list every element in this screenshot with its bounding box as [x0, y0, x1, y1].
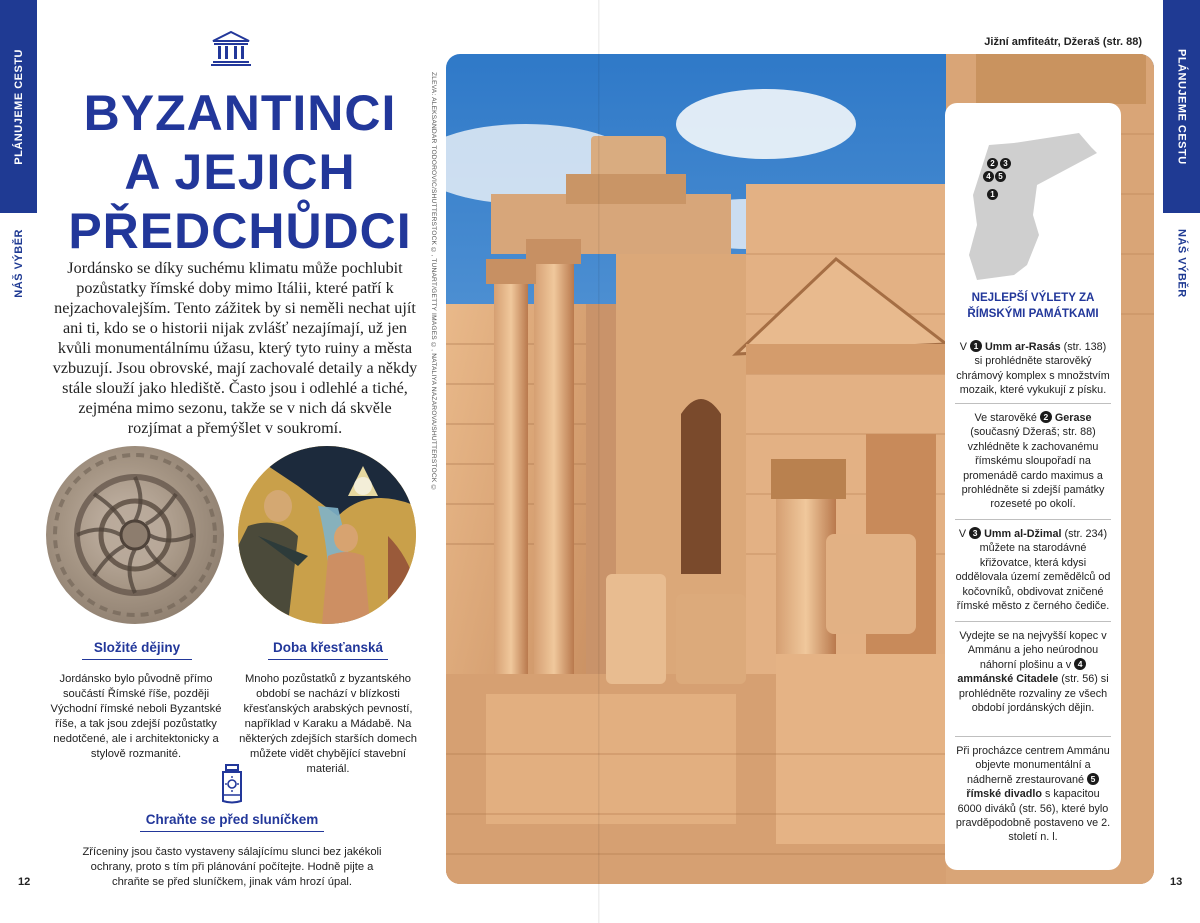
heading-underline — [140, 831, 324, 832]
sun-heading — [140, 812, 324, 832]
column-text-christian: Mnoho pozůstatků z byzantského období se nachází v blízkosti křesťanských arabských pevností, například v Karaku a Mádabě. Na některých zdejších starších domech můžete vidět chybějící stavební materiál. — [239, 673, 417, 775]
site-entry-5 — [955, 744, 1111, 845]
page-gutter — [598, 0, 600, 923]
entry-3-post: (str. 234) můžete na starodávné křižovatce, která kdysi oddělovala území zemědělců od kočovníků, obdivovat zničené římské město z černého čediče. — [955, 528, 1111, 613]
title-line-3: PŘEDCHŮDCI — [68, 203, 412, 259]
roman-sites-panel — [945, 103, 1121, 870]
sunscreen-icon — [219, 764, 245, 804]
right-tab-section: PLÁNUJEME CESTU — [1175, 48, 1188, 165]
number-badge-1: 1 — [970, 340, 982, 352]
entry-4-name: ammánské Citadele — [957, 673, 1059, 686]
right-tab-light — [1163, 213, 1200, 313]
number-badge-4: 4 — [1074, 658, 1086, 670]
entry-2-post: (současný Džeraš; str. 88) vzhlédněte k zachovanému římskému sloupořadí na promenádě cardo maximus a prohlédněte si zdejší památky rozeseté po okolí. — [961, 426, 1105, 511]
photo-credit — [430, 72, 442, 492]
number-badge-5: 5 — [1087, 773, 1099, 785]
entry-2-name: Gerase — [1054, 412, 1092, 424]
entry-5-name: římské divadlo — [966, 788, 1042, 801]
column-heading-christian — [268, 640, 388, 660]
site-entry-4 — [955, 629, 1111, 715]
left-tab-subsection: NÁŠ VÝBĚR — [12, 228, 25, 298]
column-heading-history-text: Složité dějiny — [93, 640, 181, 655]
entry-1-post: (str. 138) si prohlédněte starověký chrámový komplex s množstvím mozaik, které vykukují z písku. — [956, 341, 1110, 397]
carved-rosette-drawing — [46, 446, 224, 624]
entry-3-name: Umm al-Džimal — [984, 528, 1062, 540]
entry-5-post: s kapacitou 6000 diváků (str. 56), které bylo pravděpodobně postaveno ve 2. století n. l. — [955, 788, 1111, 844]
number-badge-3: 3 — [969, 527, 981, 539]
number-badge-2: 2 — [1040, 411, 1052, 423]
map-marker-3: 3 — [1000, 158, 1011, 169]
photo-caption: Jižní amfiteátr, Džeraš (str. 88) — [984, 36, 1142, 48]
entry-separator — [955, 403, 1111, 404]
entry-4-pre: Vydejte se na nejvyšší kopec v Ammánu a jeho neúrodnou náhorní plošinu a v — [959, 630, 1107, 671]
right-side-tab — [1163, 0, 1200, 313]
entry-separator — [955, 736, 1111, 737]
heading-underline — [268, 659, 388, 660]
entry-4-post: (str. 56) si prohlédněte rozvaliny ze všech období jordánských dějin. — [958, 673, 1109, 715]
map-marker-1: 1 — [987, 189, 998, 200]
column-heading-christian-text: Doba křesťanská — [272, 640, 384, 655]
right-tab-subsection: NÁŠ VÝBĚR — [1175, 228, 1188, 298]
left-tab-section: PLÁNUJEME CESTU — [12, 48, 25, 165]
map-marker-4: 4 — [983, 171, 994, 182]
title-line-1: BYZANTINCI — [83, 85, 397, 141]
sun-heading-text: Chraňte se před sluníčkem — [145, 812, 319, 827]
heading-underline — [82, 659, 192, 660]
entry-1-pre: V — [959, 341, 970, 353]
site-entry-1 — [955, 340, 1111, 398]
site-entry-2 — [955, 411, 1111, 512]
column-text-history: Jordánsko bylo původně přímo součástí Římské říše, později Východní římské neboli Byzantské říše, a tak jsou zdejší pozůstatky nedotčené, ale i architektonicky a stylově rozmanité. — [50, 673, 222, 760]
entry-3-pre: V — [958, 528, 970, 540]
carved-stone-image — [46, 446, 224, 624]
column-heading-history — [82, 640, 192, 660]
page-number-right: 13 — [1170, 876, 1183, 888]
entry-1-name: Umm ar-Rasás — [984, 341, 1061, 353]
baptism-mosaic-drawing — [238, 446, 416, 624]
right-tab-dark — [1163, 0, 1200, 213]
title-line-2: A JEJICH — [124, 144, 356, 200]
panel-title-line-1: NEJLEPŠÍ VÝLETY ZA — [971, 291, 1095, 304]
entry-2-pre: Ve starověké — [974, 412, 1040, 424]
sun-text: Zříceniny jsou často vystaveny sálajícímu slunci bez jakékoli ochrany, proto s tím při plánování počítejte. Hodně pijte a chraňte se před sluníčkem, jinak vám hrozí úpal. — [82, 846, 382, 888]
left-tab-light — [0, 213, 37, 313]
page-number-left: 12 — [18, 876, 31, 888]
panel-title — [945, 290, 1121, 322]
panel-title-line-2: ŘÍMSKÝMI PAMÁTKAMI — [967, 307, 1099, 320]
intro-paragraph: Jordánsko se díky suchému klimatu může pochlubit pozůstatky římské doby mimo Itálii, které patří k nejzachovalejším. Tento zážitek by si neměli nechat ujít ani ti, kdo se o historii nijak zvlášť nezajímají, už jen kvůli monumentálnímu úžasu, který tyto ruiny a města vzbuzují. Jsou obrovské, mají zachovalé detaily a někdy stále slouží jako hlediště. Často jsou i odlehlé a tiché, zejména mimo sezonu, takže se v nich dá skvěle rozjímat a přemýšlet v soukromí. — [52, 259, 418, 437]
left-tab-dark — [0, 0, 37, 213]
left-side-tab — [0, 0, 37, 313]
entry-separator — [955, 519, 1111, 520]
temple-columns-icon — [211, 30, 251, 66]
site-entry-3 — [955, 527, 1111, 613]
jordan-map — [959, 125, 1109, 285]
photo-credit-text: ZLEVA: ALEKSANDAR TODOROVIC/SHUTTERSTOCK ©, TUNART/GETTY IMAGES ©, NATALIYA NAZAROVA/SHUTTERSTOCK © — [430, 72, 437, 492]
entry-5-pre: Při procházce centrem Ammánu objevte monumentální a nádherně zrestaurované — [956, 745, 1110, 786]
map-marker-2: 2 — [987, 158, 998, 169]
map-marker-5: 5 — [995, 171, 1006, 182]
mosaic-image — [238, 446, 416, 624]
entry-separator — [955, 621, 1111, 622]
